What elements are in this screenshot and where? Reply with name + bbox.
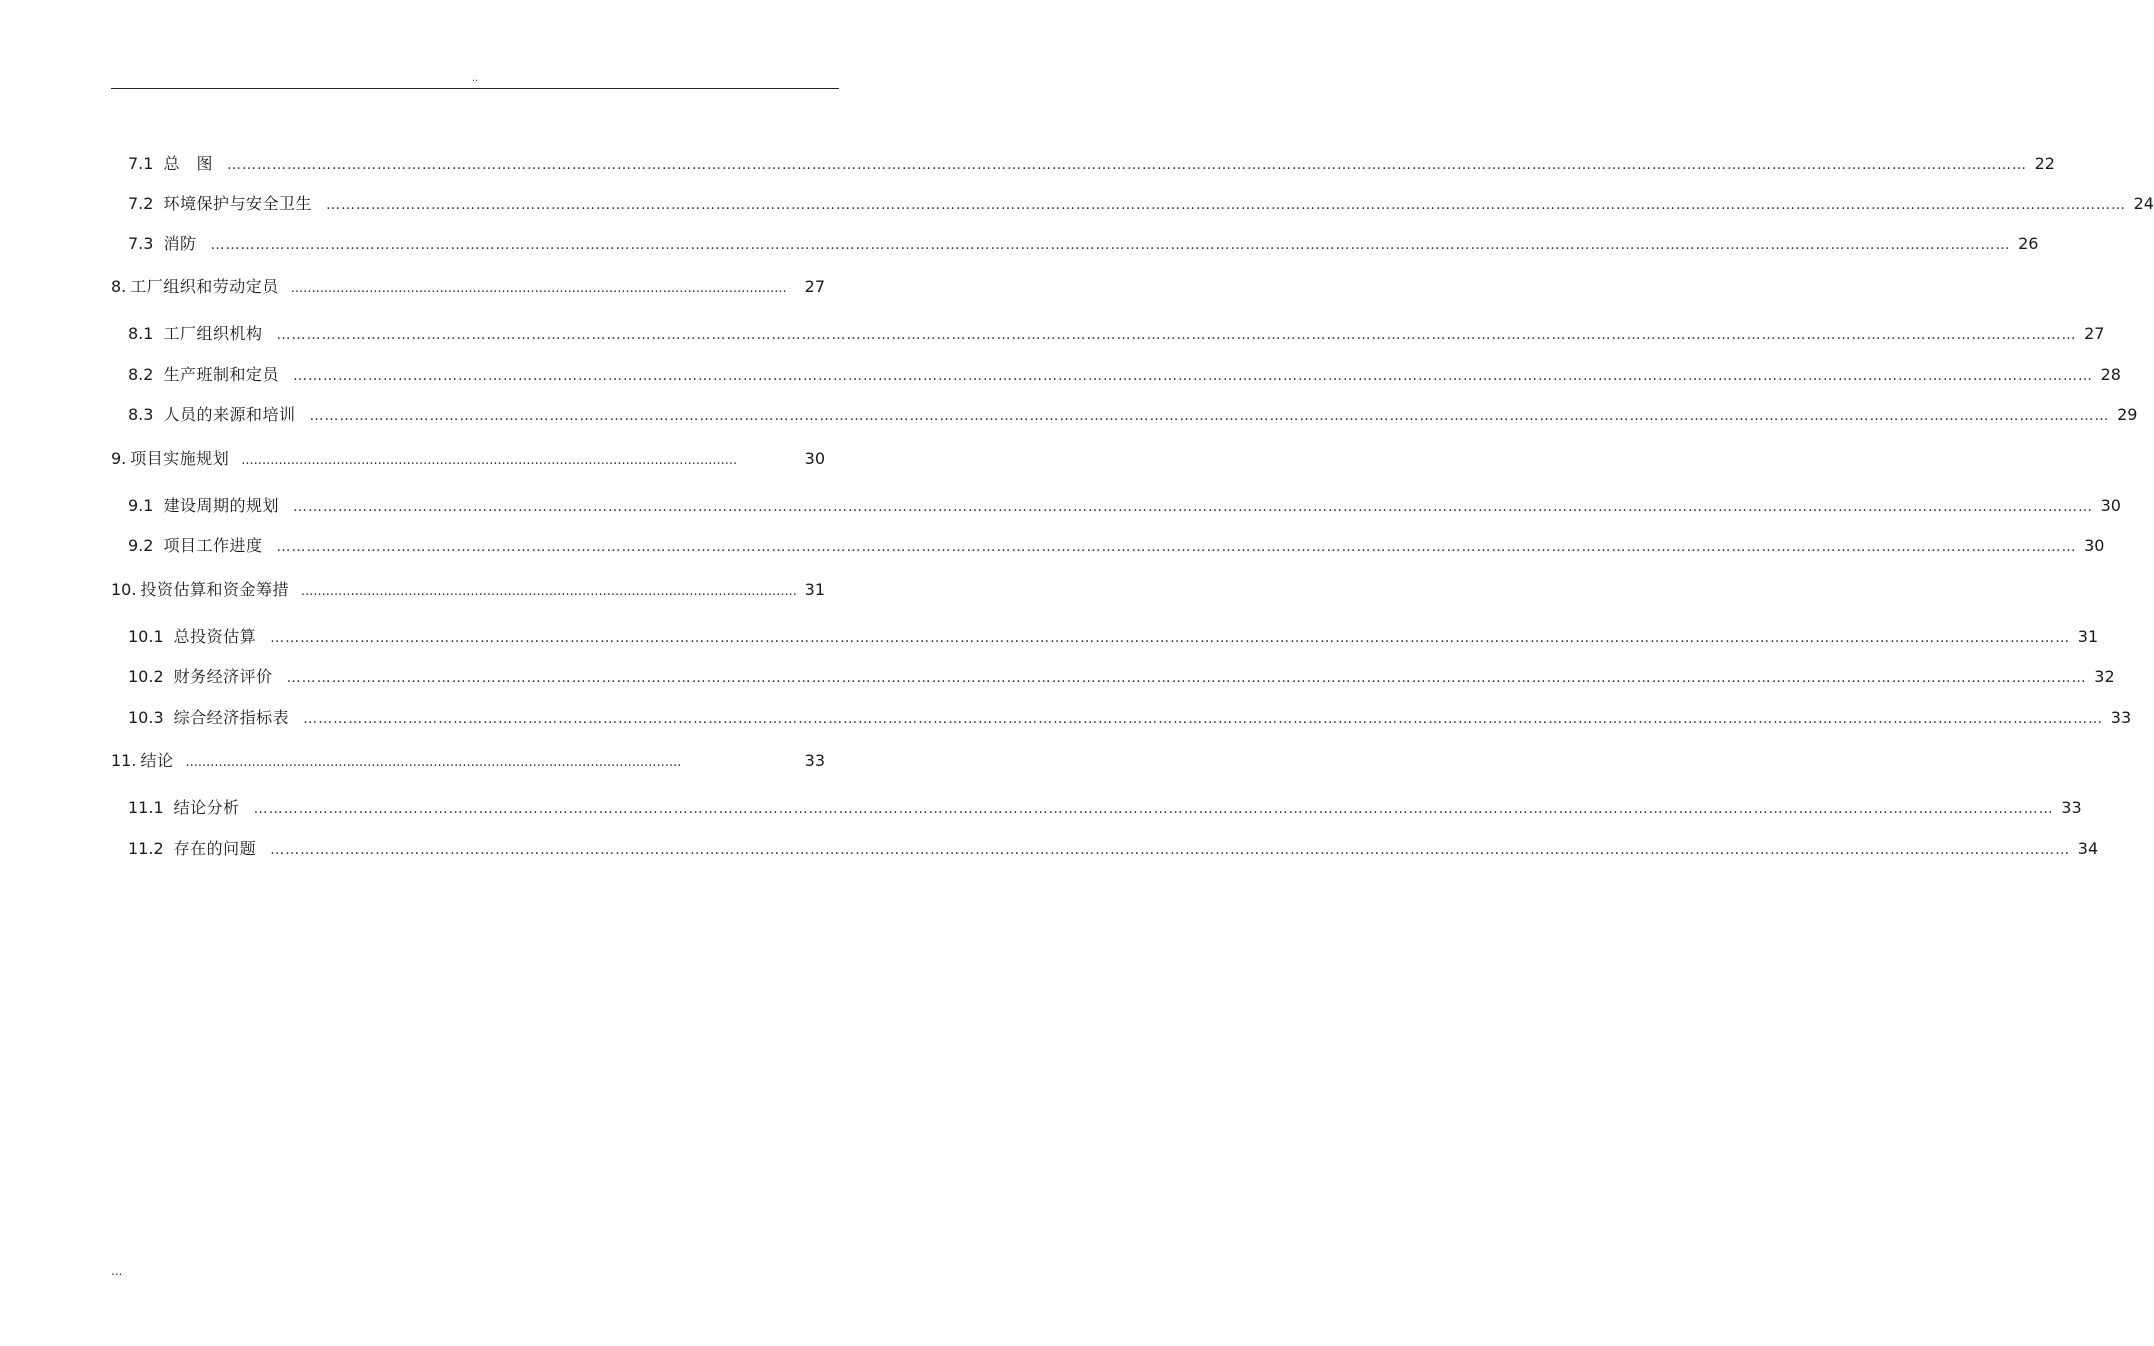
- toc-section-entry[interactable]: [128, 495, 2121, 518]
- toc-page-number: 32: [2094, 667, 2115, 686]
- toc-dot-leader: ………………………………………………………………………………………………………………………………………………………………………………………………………………………………………………………………………………………………………………………………: [292, 368, 2093, 384]
- toc-entry-title: 综合经济指标表: [173, 708, 290, 727]
- toc-dot-leader: ………………………………………………………………………………………………………………………………………………………………………………………………………………………………………………………………………………………………………………………………: [325, 197, 2126, 213]
- toc-page-number: 29: [2117, 405, 2138, 424]
- toc-page-number: 30: [2084, 536, 2105, 555]
- toc-entry-title: 项目实施规划: [130, 449, 230, 468]
- toc-entry-number: 10.1: [128, 627, 164, 646]
- toc-chapter-entry[interactable]: [111, 750, 825, 774]
- toc-entry-title: 生产班制和定员: [163, 365, 279, 384]
- toc-page-number: 34: [2077, 839, 2099, 858]
- toc-entry-number: 9.: [111, 449, 127, 468]
- toc-entry-number: 10.: [111, 580, 137, 599]
- toc-page-number: 26: [2018, 234, 2039, 253]
- toc-entry-number: 10.2: [128, 667, 164, 686]
- toc-section-entry[interactable]: [128, 404, 2138, 427]
- toc-entry-title: 投资估算和资金筹措: [140, 580, 289, 599]
- toc-section-entry[interactable]: [128, 233, 2039, 256]
- toc-dot-leader: ………………………………………………………………………………………………………………………………………………………………………………………………………………………………………………………………………………………………………………………………: [226, 157, 2027, 173]
- toc-dot-leader: ………………………………………………………………………………………………………………………………………………………………………………………………………………………………………………………………………………………………………………………………: [276, 327, 2077, 343]
- toc-entry-number: 9.2: [128, 536, 154, 555]
- toc-dot-leader: ………………………………………………………………………………………………………………………………………………………………………………………………………………………………………………………………………………………………………………………………: [286, 670, 2087, 686]
- toc-dot-leader: ………………………………………………………………………………………………………………………………………………………………………………………………………………………………………………………………………………………………………………………………: [270, 630, 2071, 646]
- toc-entry-title: 工厂组织机构: [163, 324, 263, 343]
- toc-entry-title: 人员的来源和培训: [163, 405, 296, 424]
- toc-entry-number: 11.2: [128, 839, 164, 858]
- page-header-mark: ..: [471, 73, 479, 84]
- toc-dot-leader: ........................................................................................................................: [300, 584, 797, 599]
- toc-chapter-entry[interactable]: [111, 448, 825, 472]
- toc-entry-title: 存在的问题: [173, 839, 257, 858]
- toc-entry-number: 10.3: [128, 708, 164, 727]
- toc-page-number: 31: [2077, 627, 2099, 646]
- toc-entry-number: 8.3: [128, 405, 154, 424]
- toc-page-number: 33: [2110, 708, 2132, 727]
- toc-section-entry[interactable]: [128, 535, 2105, 558]
- toc-entry-title: 环境保护与安全卫生: [163, 194, 312, 213]
- toc-dot-leader: ........................................................................................................................: [185, 755, 682, 770]
- toc-dot-leader: ........................................................................................................................: [241, 453, 738, 468]
- toc-entry-title: 总 图: [163, 154, 213, 173]
- toc-page-number: 31: [804, 580, 825, 599]
- toc-entry-title: 结论: [140, 751, 174, 770]
- toc-section-entry[interactable]: [128, 193, 2154, 216]
- toc-page-number: 33: [804, 751, 825, 770]
- toc-entry-title: 工厂组织和劳动定员: [130, 277, 279, 296]
- toc-entry-number: 7.3: [128, 234, 154, 253]
- toc-dot-leader: ………………………………………………………………………………………………………………………………………………………………………………………………………………………………………………………………………………………………………………………………: [276, 539, 2077, 555]
- toc-chapter-entry[interactable]: [111, 579, 825, 603]
- toc-section-entry[interactable]: [128, 666, 2115, 689]
- toc-entry-number: 8.2: [128, 365, 154, 384]
- toc-entry-title: 建设周期的规划: [163, 496, 279, 515]
- toc-entry-title: 财务经济评价: [173, 667, 273, 686]
- toc-entry-title: 总投资估算: [173, 627, 257, 646]
- toc-page-number: 30: [804, 449, 825, 468]
- toc-chapter-entry[interactable]: [111, 276, 825, 300]
- toc-entry-title: 项目工作进度: [163, 536, 263, 555]
- toc-dot-leader: ………………………………………………………………………………………………………………………………………………………………………………………………………………………………………………………………………………………………………………………………: [253, 801, 2054, 817]
- toc-entry-number: 8.1: [128, 324, 154, 343]
- toc-entry-title: 结论分析: [173, 798, 240, 817]
- toc-entry-number: 11.: [111, 751, 137, 770]
- toc-dot-leader: ………………………………………………………………………………………………………………………………………………………………………………………………………………………………………………………………………………………………………………………………: [309, 408, 2110, 424]
- toc-entry-number: 9.1: [128, 496, 154, 515]
- toc-section-entry[interactable]: [128, 364, 2121, 387]
- toc-entry-number: 7.1: [128, 154, 154, 173]
- toc-section-entry[interactable]: [128, 707, 2132, 730]
- toc-page-number: 22: [2034, 154, 2055, 173]
- header-rule: [111, 88, 839, 89]
- toc-dot-leader: ........................................................................................................................: [290, 281, 787, 296]
- toc-entry-number: 7.2: [128, 194, 154, 213]
- toc-entry-title: 消防: [163, 234, 197, 253]
- toc-page-number: 30: [2100, 496, 2121, 515]
- toc-page-number: 27: [804, 277, 825, 296]
- toc-section-entry[interactable]: [128, 626, 2099, 649]
- page-footer-mark: ...: [111, 1264, 123, 1278]
- toc-section-entry[interactable]: [128, 838, 2099, 861]
- toc-dot-leader: ………………………………………………………………………………………………………………………………………………………………………………………………………………………………………………………………………………………………………………………………: [210, 237, 2011, 253]
- toc-page-number: 28: [2100, 365, 2121, 384]
- toc-page-number: 24: [2133, 194, 2154, 213]
- toc-page-number: 27: [2084, 324, 2105, 343]
- toc-dot-leader: ………………………………………………………………………………………………………………………………………………………………………………………………………………………………………………………………………………………………………………………………: [270, 842, 2071, 858]
- toc-dot-leader: ………………………………………………………………………………………………………………………………………………………………………………………………………………………………………………………………………………………………………………………………: [292, 499, 2093, 515]
- toc-section-entry[interactable]: [128, 153, 2055, 176]
- toc-section-entry[interactable]: [128, 323, 2105, 346]
- toc-page-number: 33: [2061, 798, 2082, 817]
- toc-entry-number: 8.: [111, 277, 127, 296]
- toc-section-entry[interactable]: [128, 797, 2082, 820]
- toc-entry-number: 11.1: [128, 798, 164, 817]
- toc-dot-leader: ………………………………………………………………………………………………………………………………………………………………………………………………………………………………………………………………………………………………………………………………: [303, 711, 2104, 727]
